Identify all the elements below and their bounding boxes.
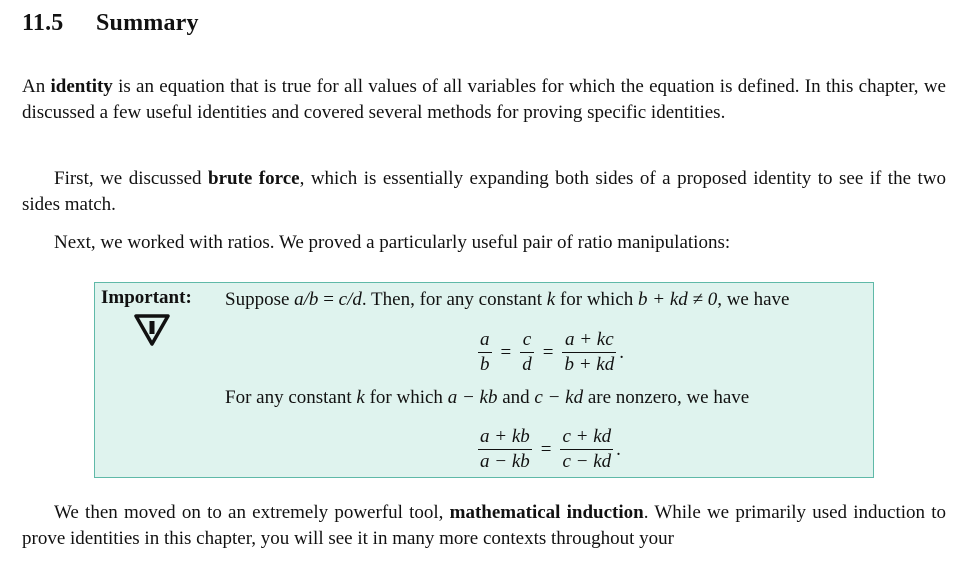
- ratio-equation-1: [475, 329, 624, 376]
- fraction-a-over-b: [478, 329, 492, 376]
- s1-text-which: for which: [555, 289, 639, 310]
- fraction-a-plus-kb: [478, 426, 532, 473]
- section-number: 11.5: [22, 10, 64, 36]
- term-brute-force: brute force: [208, 168, 300, 189]
- s2-text-and: and: [497, 387, 535, 408]
- section-title: Summary: [96, 10, 199, 36]
- denominator: b + kd: [564, 354, 615, 375]
- p1-text-post: is an equation that is true for all values of all variables for which the equation is defined. In this chapter, we discussed a few useful identities and covered several methods for proving specific identities.: [22, 76, 946, 123]
- p2-text-pre: First, we discussed: [54, 168, 208, 189]
- s1-text: Suppose: [225, 289, 295, 310]
- important-statement-2: [225, 385, 870, 410]
- section-heading: [22, 10, 199, 37]
- s1-math-ab: a/b: [294, 289, 319, 310]
- term-mathematical-induction: mathematical induction: [449, 502, 644, 523]
- p1-text-pre: An: [22, 76, 51, 97]
- s2-math-k: k: [356, 387, 365, 408]
- s2-text-which: for which: [364, 387, 448, 408]
- paragraph-identity: [22, 74, 946, 126]
- s2-math-c-kd: c − kd: [534, 387, 584, 408]
- paragraph-ratios: Next, we worked with ratios. We proved a particularly useful pair of ratio manipulations:: [54, 232, 731, 253]
- fraction-c-over-d: [520, 329, 534, 376]
- numerator: a + kb: [480, 426, 530, 447]
- denominator: c − kd: [562, 451, 612, 472]
- s2-text: For any constant: [225, 387, 357, 408]
- numerator: a + kc: [564, 329, 614, 350]
- period: .: [616, 438, 621, 460]
- important-statement-1: [225, 287, 870, 312]
- denominator: a − kb: [480, 451, 530, 472]
- numerator: c + kd: [562, 426, 612, 447]
- denominator: d: [522, 354, 532, 375]
- s1-text-have: , we have: [717, 289, 790, 310]
- numerator: a: [480, 329, 490, 350]
- important-label: Important:: [101, 287, 192, 308]
- p2-text-post: , which is essentially expanding both sides of a proposed identity to see if the two sides match.: [22, 168, 946, 215]
- s1-math-k: k: [546, 289, 556, 310]
- period: .: [619, 341, 624, 363]
- s1-text-then: . Then, for any constant: [361, 289, 547, 310]
- s2-text-have: are nonzero, we have: [583, 387, 750, 408]
- equals-sign: =: [540, 438, 552, 460]
- fraction-a-plus-kc: [562, 329, 616, 376]
- equals-sign: =: [500, 341, 512, 363]
- paragraph-induction: [22, 500, 946, 552]
- denominator: b: [480, 354, 490, 375]
- numerator: c: [522, 329, 532, 350]
- s1-math-condition: b + kd ≠ 0: [638, 289, 718, 310]
- p5-text-pre: We then moved on to an extremely powerful tool,: [54, 502, 450, 523]
- s1-equals: =: [318, 289, 339, 310]
- s1-math-cd: c/d: [338, 289, 362, 310]
- ratio-equation-2: [475, 426, 621, 473]
- important-box: [94, 282, 874, 478]
- equals-sign: =: [542, 341, 554, 363]
- paragraph-brute-force: [22, 166, 946, 218]
- p5-text-post: . While we primarily used induction to prove identities in this chapter, you will see it in many more contexts throughout your: [22, 502, 946, 549]
- fraction-c-plus-kd: [560, 426, 613, 473]
- term-identity: identity: [50, 76, 113, 97]
- s2-math-a-kb: a − kb: [447, 387, 498, 408]
- exclamation-triangle-icon: [133, 313, 171, 352]
